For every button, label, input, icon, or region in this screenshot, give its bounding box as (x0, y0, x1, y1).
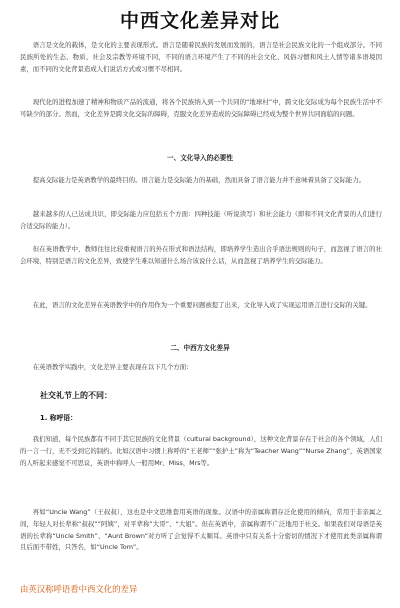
section-heading-1: 一、文化导入的必要性 (167, 154, 233, 162)
paragraph-consensus: 越来越多的人已达成共识，即交际能力应包括五个方面：四种技能（听说读写）和社会能力（即和不同文化背景的人们进行合适交际的能力）。 (20, 210, 382, 230)
subheading-etiquette: 社交礼节上的不同： (40, 391, 112, 400)
paragraph-practice: 在英语教学实践中，文化差异主要表现在以下几个方面： (32, 363, 193, 371)
section-heading-2: 二、中西方文化差异 (170, 344, 230, 352)
page-title: 中西文化差异对比 (119, 10, 280, 32)
paragraph-intro: 语言是文化的载体，是文化的主要表现形式。语言是随着民族的发展而发展的，语言是社会民族文化的一个组成部分。不同民族所处的生态、物质、社会及宗教等环境不同，不同的语言环境产生了不同的社会文化、风俗习惯和风土人情等诸多语境因素，而不同的文化背景造成人们说话方式或习惯不尽相同。 (20, 41, 382, 73)
paragraph-communication: 提高交际能力是英语教学的最终目的。语言能力是交际能力的基础，然而具备了语言能力并不意味着具备了交际能力。 (32, 176, 366, 184)
related-article-link[interactable]: 由英汉称呼语看中西文化的差异 (20, 584, 138, 594)
paragraph-culture-import: 在此，语言的文化差异在英语教学中的作用作为一个重要问题被提了出来，文化导入成了实现运用语言进行交际的关键。 (32, 301, 372, 309)
paragraph-modernization: 现代化的进程加速了精神和物质产品的流通，将各个民族纳入到一个共同的“地球村”中，跨文化交际成为每个民族生活中不可缺少的部分。然而，文化差异是跨文化交际的障碍，克服文化差异造成的交际障碍已经成为整个世界共同面临的问题。 (20, 98, 382, 118)
paragraph-teaching: 但在英语教学中，教师往往比较重视语言的外在形式和语法结构，即培养学生造出合乎语法规则的句子，而忽视了语言的社会环境，特别是语言的文化差异，致使学生难以知道什么场合该说什么话，从而忽视了培养学生的交际能力。 (20, 245, 382, 265)
paragraph-uncle-wang: 再如“Uncle Wang”（王叔叔），这也是中文思维套用英语的现象。汉语中的亲属称谓存泛化使用的倾向，常用于非亲属之间，年轻人对长辈称“叔叔”“阿姨”，对平辈称“大哥”、“大姐”。但在英语中，亲属称谓不广泛地用于社交。如果我们对母语是英语的长辈称“Uncle Smith”、“Aunt Brown”对方听了会觉得不太顺耳。英语中只有关系十分密切的情况下才使用此类亲属称谓且后面不带姓，只答名，如“Uncle Tom”。 (20, 508, 382, 552)
paragraph-address-forms: 我们知道，每个民族都有不同于其它民族的文化背景（cultural background），这种文化背景存在于社会的各个领域，人们的一言一行，无不受到它的制约。比如汉语中习惯上称呼的“王老师”“张护士”称为“Teacher Wang”“Nurse Zhang”，英语国家的人听起来感觉不可思议，英语中称呼人一般用Mr、Miss、Mrs等。 (20, 435, 382, 467)
subheading-address: 1. 称呼语： (40, 414, 77, 422)
